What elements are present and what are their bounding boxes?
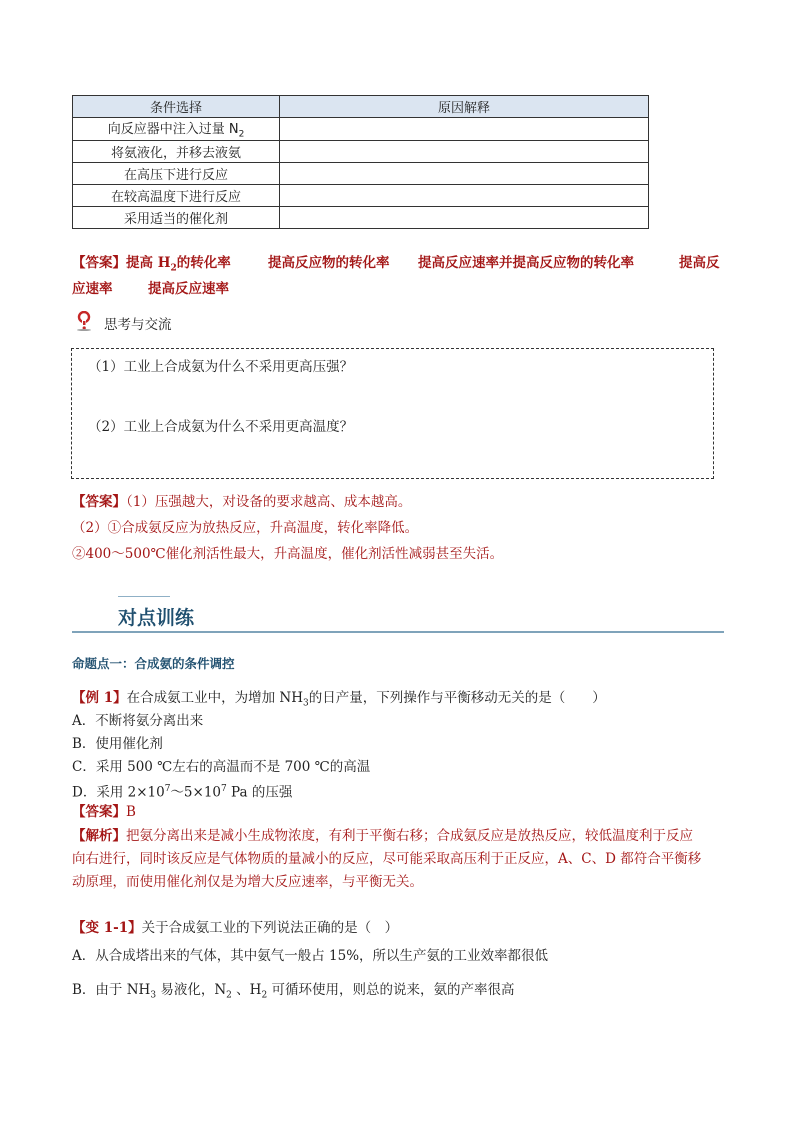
- question-1: （1）工业上合成氨为什么不采用更高压强？: [88, 359, 354, 375]
- answer-text: 提高 H: [126, 255, 171, 271]
- answer-value: B: [126, 804, 136, 820]
- answer2-line3: ②400～500℃催化剂活性最大，升高温度，催化剂活性减弱甚至失活。: [72, 546, 504, 562]
- think-title: 思考与交流: [104, 317, 172, 333]
- answer1-item: 提高反: [679, 255, 720, 271]
- answer-text: 的转化率: [176, 255, 231, 271]
- question-2: （2）工业上合成氨为什么不采用更高温度？: [88, 419, 354, 435]
- answer2-line2: （2）①合成氨反应为放热反应，升高温度，转化率降低。: [72, 520, 419, 536]
- example-tag: 【例 1】: [72, 690, 127, 706]
- stem-sub: 3: [302, 698, 309, 709]
- table-cell: [280, 162, 649, 184]
- answer-tag: 【答案】: [72, 804, 126, 820]
- stem-text: 在合成氨工业中，为增加 NH: [126, 690, 303, 706]
- table-header: 条件选择: [73, 96, 280, 118]
- question-person-icon: [75, 311, 93, 331]
- variant-option-b: B．由于 $NH_3$ 易液化，$N_2$ 、$H_2$ 可循环使用，则总的说来，氨的产率很高: [72, 982, 515, 1001]
- answer1-line1: [72, 253, 231, 279]
- option-a: A．不断将氨分离出来: [72, 713, 204, 729]
- section-top-rule: [118, 596, 170, 597]
- option-c: C．采用 500 ℃左右的高温而不是 700 ℃的高温: [72, 759, 371, 775]
- table-header-row: [73, 96, 649, 118]
- answer1-item: 提高反应物的转化率: [268, 255, 390, 271]
- example1-stem: [72, 688, 606, 714]
- example1-answer: [72, 802, 136, 822]
- option-d: D．采用 $2\times 10^7\sim 5\times 10^7$ Pa 的压强: [72, 784, 293, 801]
- variant-option-a: A．从合成塔出来的气体，其中氨气一般占 15%，所以生产氨的工业效率都很低: [72, 948, 549, 964]
- answer-sub: 2: [170, 263, 177, 274]
- table-cell: 采用适当的催化剂: [73, 206, 280, 228]
- analysis-line3: 动原理，而使用催化剂仅是为增大反应速率，与平衡无关。: [72, 874, 423, 890]
- section-rule: [72, 631, 724, 633]
- answer1-item: 提高反应速率: [148, 281, 229, 297]
- answer1-item: 提高反应速率并提高反应物的转化率: [418, 255, 634, 271]
- variant-tag: 【变 1-1】: [72, 920, 142, 936]
- table-cell: 在较高温度下进行反应: [73, 184, 280, 206]
- answer-tag: 【答案】: [72, 255, 126, 271]
- answer-tag: 【答案】: [72, 494, 126, 510]
- stem-text: 的日产量，下列操作与平衡移动无关的是（ ）: [308, 690, 606, 706]
- option-b: B．使用催化剂: [72, 736, 163, 752]
- analysis-tag: 【解析】: [72, 828, 126, 844]
- answer2-line1: [72, 492, 411, 512]
- table-cell: 向反应器中注入过量 $N_2$: [73, 118, 280, 141]
- answer1-line2: 应速率: [72, 281, 113, 297]
- table-cell: 将氨液化，并移去液氨: [73, 140, 280, 162]
- stem-text: 关于合成氨工业的下列说法正确的是（ ）: [141, 920, 399, 936]
- conditions-table: [72, 95, 649, 229]
- table-row: [73, 118, 649, 141]
- table-header: 原因解释: [280, 96, 649, 118]
- table-cell: [280, 184, 649, 206]
- answer-text: （1）压强越大，对设备的要求越高、成本越高。: [126, 494, 412, 510]
- analysis-text: 把氨分离出来是减小生成物浓度，有利于平衡右移；合成氨反应是放热反应，较低温度利于反应: [126, 828, 693, 844]
- table-cell: [280, 140, 649, 162]
- table-row: [73, 206, 649, 228]
- table-row: [73, 184, 649, 206]
- analysis-line1: [72, 826, 693, 846]
- variant1-stem: [72, 918, 398, 938]
- table-cell: [280, 206, 649, 228]
- table-cell: 在高压下进行反应: [73, 162, 280, 184]
- table-row: [73, 162, 649, 184]
- table-row: [73, 140, 649, 162]
- table-cell: [280, 118, 649, 141]
- section-title: 对点训练: [118, 607, 195, 629]
- analysis-line2: 向右进行，同时该反应是气体物质的量减小的反应，尽可能采取高压利于正反应，A、C、D 都符合平衡移: [72, 851, 702, 867]
- topic-heading: 命题点一：合成氨的条件调控: [72, 656, 235, 671]
